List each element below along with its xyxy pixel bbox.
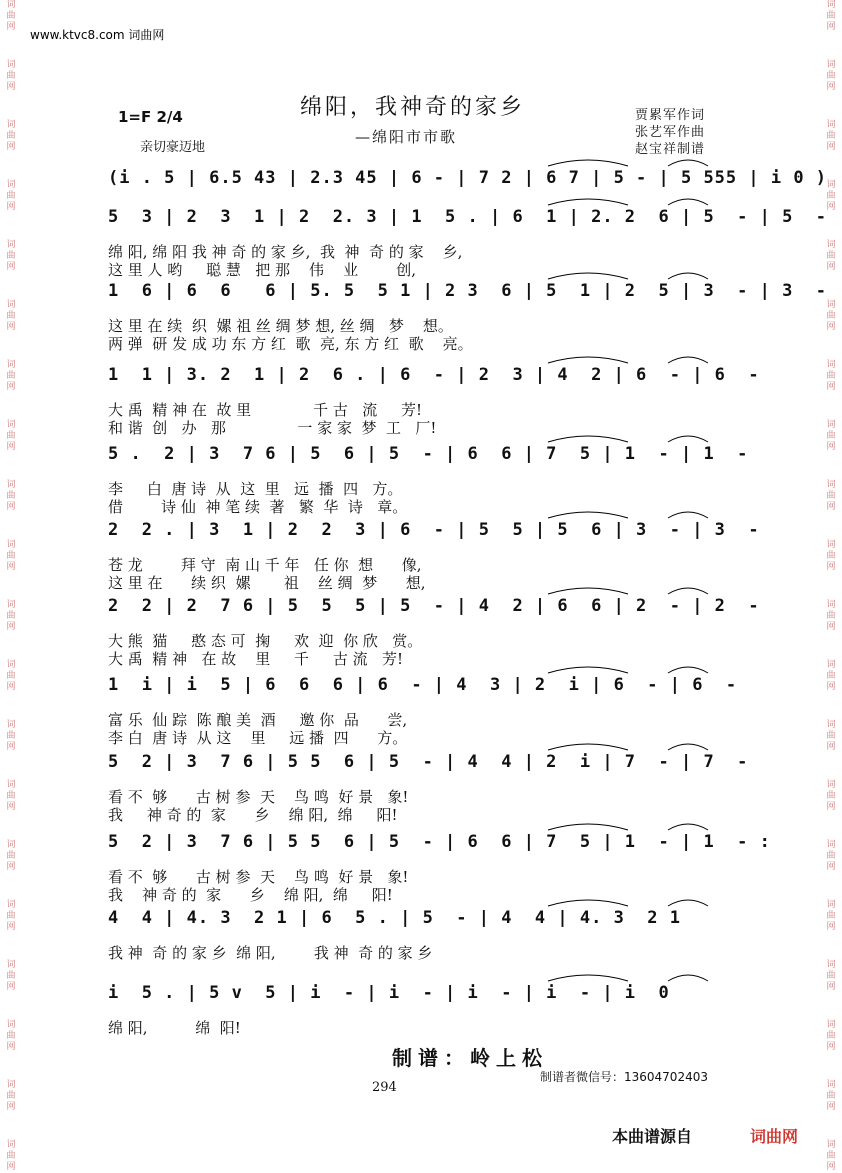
watermark-text: 词 曲 网	[826, 720, 836, 752]
song-title: 绵阳，我神奇的家乡	[300, 95, 526, 120]
slur-marks	[108, 752, 748, 772]
maker-wechat: 制谱者微信号：13604702403	[540, 1070, 708, 1084]
watermark-text: 词 曲 网	[6, 1140, 16, 1172]
watermark-text: 词 曲 网	[6, 480, 16, 512]
notation-line: 5 3 | 2 3 1 | 2 2. 3 | 1 5 . | 6 1 | 2. 2 6 | 5 - | 5 -	[108, 207, 828, 227]
watermark-text: 词 曲 网	[826, 600, 836, 632]
lyric-line: 绵 阳, 绵 阳!	[108, 1019, 241, 1037]
watermark-text: 词 曲 网	[6, 0, 16, 32]
arranger-credit: 赵宝祥制谱	[635, 142, 706, 157]
watermark-text: 词 曲 网	[826, 240, 836, 272]
lyric-line: 李 白 唐 诗 从 这 里 远 播 四 方。	[108, 480, 403, 498]
lyricist-credit: 贾累军作词	[635, 108, 706, 123]
notation-line: 1 1 | 3. 2 1 | 2 6 . | 6 - | 2 3 | 4 2 | 6 - | 6 -	[108, 365, 760, 385]
slur-marks	[108, 908, 748, 928]
watermark-text: 词 曲 网	[6, 1020, 16, 1052]
watermark-text: 词 曲 网	[826, 60, 836, 92]
lyric-line: 这 里 在 续 织 嫘 祖 丝 绸 梦 想, 丝 绸 梦 想。	[108, 317, 453, 335]
slur-marks	[108, 168, 748, 188]
lyric-line: 这 里 人 哟 聪 慧 把 那 伟 业 创,	[108, 261, 417, 279]
notation-line: 5 2 | 3 7 6 | 5 5 6 | 5 - | 6 6 | 7 5 | 1 - | 1 - :	[108, 832, 771, 852]
watermark-text: 词 曲 网	[6, 840, 16, 872]
lyric-line: 我 神 奇 的 家 乡 绵 阳, 绵 阳!	[108, 886, 393, 904]
slur-marks	[108, 281, 748, 301]
lyric-line: 两 弹 研 发 成 功 东 方 红 歌 亮, 东 方 红 歌 亮。	[108, 335, 473, 353]
page-number: 294	[372, 1080, 397, 1095]
tempo-marking: 亲切豪迈地	[140, 140, 206, 155]
composer-credit: 张艺军作曲	[635, 125, 706, 140]
watermark-text: 词 曲 网	[826, 540, 836, 572]
lyric-line: 和 谐 创 办 那 一 家 家 梦 工 厂!	[108, 419, 437, 437]
notation-line: (i . 5 | 6.5 43 | 2.3 45 | 6 - | 7 2 | 6 7 | 5 - | 5 555 | i 0 )	[108, 168, 828, 188]
watermark-text: 词 曲 网	[826, 660, 836, 692]
lyric-line: 我 神 奇 的 家 乡 绵 阳, 绵 阳!	[108, 806, 398, 824]
watermark-text: 词 曲 网	[826, 480, 836, 512]
lyric-line: 李 白 唐 诗 从 这 里 远 播 四 方。	[108, 729, 408, 747]
watermark-text: 词 曲 网	[826, 1080, 836, 1112]
slur-marks	[108, 832, 748, 852]
song-subtitle: —绵阳市市歌	[355, 128, 458, 146]
watermark-text: 词 曲 网	[6, 60, 16, 92]
watermark-text: 词 曲 网	[6, 540, 16, 572]
slur-marks	[108, 520, 748, 540]
site-url[interactable]: www.ktvc8.com 词曲网	[30, 28, 165, 42]
watermark-text: 词 曲 网	[826, 780, 836, 812]
watermark-text: 词 曲 网	[6, 120, 16, 152]
watermark-text: 词 曲 网	[6, 960, 16, 992]
watermark-text: 词 曲 网	[826, 1020, 836, 1052]
watermark-text: 词 曲 网	[6, 180, 16, 212]
source-label: 本曲谱源自	[612, 1127, 693, 1146]
notation-line: 1 i | i 5 | 6 6 6 | 6 - | 4 3 | 2 i | 6 - | 6 -	[108, 675, 738, 695]
watermark-text: 词 曲 网	[826, 420, 836, 452]
watermark-text: 词 曲 网	[826, 120, 836, 152]
notation-line: 2 2 | 2 7 6 | 5 5 5 | 5 - | 4 2 | 6 6 | 2 - | 2 -	[108, 596, 760, 616]
watermark-text: 词 曲 网	[826, 0, 836, 32]
lyric-line: 绵 阳, 绵 阳 我 神 奇 的 家 乡, 我 神 奇 的 家 乡,	[108, 243, 463, 261]
lyric-line: 大 禹 精 神 在 故 里 千 古 流 芳!	[108, 401, 423, 419]
source-brand[interactable]: 词曲网	[750, 1127, 799, 1146]
notation-line: 4 4 | 4. 3 2 1 | 6 5 . | 5 - | 4 4 | 4. 3 2 1	[108, 908, 681, 928]
lyric-line: 苍 龙 拜 守 南 山 千 年 任 你 想 像,	[108, 556, 422, 574]
watermark-text: 词 曲 网	[826, 900, 836, 932]
slur-marks	[108, 675, 748, 695]
watermark-text: 词 曲 网	[826, 960, 836, 992]
watermark-text: 词 曲 网	[826, 180, 836, 212]
watermark-text: 词 曲 网	[6, 240, 16, 272]
watermark-text: 词 曲 网	[6, 420, 16, 452]
slur-marks	[108, 983, 748, 1003]
watermark-text: 词 曲 网	[6, 1080, 16, 1112]
watermark-text: 词 曲 网	[6, 900, 16, 932]
slur-marks	[108, 596, 748, 616]
lyric-line: 我 神 奇 的 家 乡 绵 阳, 我 神 奇 的 家 乡	[108, 944, 433, 962]
lyric-line: 富 乐 仙 踪 陈 酿 美 酒 邀 你 品 尝,	[108, 711, 408, 729]
watermark-text: 词 曲 网	[826, 300, 836, 332]
slur-marks	[108, 207, 748, 227]
slur-marks	[108, 444, 748, 464]
maker-signature: 制谱：岭上松	[392, 1046, 548, 1070]
watermark-text: 词 曲 网	[826, 840, 836, 872]
notation-line: 2 2 . | 3 1 | 2 2 3 | 6 - | 5 5 | 5 6 | 3 - | 3 -	[108, 520, 760, 540]
slur-marks	[108, 365, 748, 385]
watermark-text: 词 曲 网	[6, 720, 16, 752]
watermark-text: 词 曲 网	[826, 1140, 836, 1172]
watermark-text: 词 曲 网	[6, 660, 16, 692]
key-signature: 1=F 2/4	[118, 108, 183, 126]
watermark-text: 词 曲 网	[6, 300, 16, 332]
watermark-left	[0, 0, 22, 1171]
lyric-line: 这 里 在 续 织 嫘 祖 丝 绸 梦 想,	[108, 574, 426, 592]
watermark-text: 词 曲 网	[6, 600, 16, 632]
lyric-line: 看 不 够 古 树 参 天 鸟 鸣 好 景 象!	[108, 788, 409, 806]
notation-line: 1 6 | 6 6 6 | 5. 5 5 1 | 2 3 6 | 5 1 | 2 5 | 3 - | 3 -	[108, 281, 828, 301]
watermark-text: 词 曲 网	[6, 360, 16, 392]
notation-line: 5 . 2 | 3 7 6 | 5 6 | 5 - | 6 6 | 7 5 | 1 - | 1 -	[108, 444, 749, 464]
notation-line: i 5 . | 5 v 5 | i - | i - | i - | i - | i 0	[108, 983, 670, 1003]
lyric-line: 大 禹 精 神 在 故 里 千 古 流 芳!	[108, 650, 403, 668]
notation-line: 5 2 | 3 7 6 | 5 5 6 | 5 - | 4 4 | 2 i | 7 - | 7 -	[108, 752, 749, 772]
watermark-text: 词 曲 网	[826, 360, 836, 392]
lyric-line: 大 熊 猫 憨 态 可 掬 欢 迎 你 欣 赏。	[108, 632, 423, 650]
watermark-text: 词 曲 网	[6, 780, 16, 812]
lyric-line: 看 不 够 古 树 参 天 鸟 鸣 好 景 象!	[108, 868, 409, 886]
lyric-line: 借 诗 仙 神 笔 续 著 繁 华 诗 章。	[108, 498, 408, 516]
